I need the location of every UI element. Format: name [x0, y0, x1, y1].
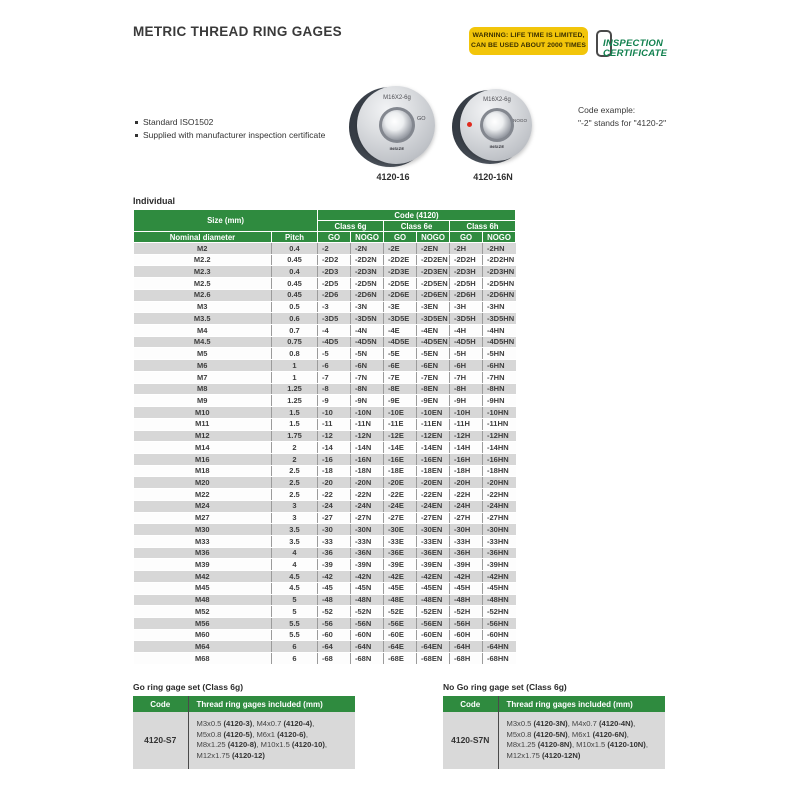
- pitch-header: Pitch: [272, 232, 318, 243]
- inspection-certificate-badge: [596, 30, 691, 64]
- nogo-set-block: [443, 682, 665, 769]
- certificate-text: INSPECTION CERTIFICATE: [603, 38, 668, 59]
- table-row: M68 6 -68 -68N -68E -68EN -68H -68HN: [134, 653, 516, 665]
- table-row: M52 5 -52 -52N -52E -52EN -52H -52HN: [134, 606, 516, 618]
- insize-logo-mark: INSIZE: [489, 144, 505, 149]
- class-6g-header: Class 6g: [318, 221, 384, 232]
- go-column-header: GO: [384, 232, 417, 243]
- table-row: M45 4.5 -45 -45N -45E -45EN -45H -45HN: [134, 582, 516, 594]
- table-row: M18 2.5 -18 -18N -18E -18EN -18H -18HN: [134, 465, 516, 477]
- table-row: M36 4 -36 -36N -36E -36EN -36H -36HN: [134, 547, 516, 559]
- nogo-set-table: [443, 696, 665, 769]
- bullet-icon: [135, 134, 138, 137]
- table-row: M12 1.75 -12 -12N -12E -12EN -12H -12HN: [134, 430, 516, 442]
- table-row: M2.5 0.45 -2D5 -2D5N -2D5E -2D5EN -2D5H -2D5HN: [134, 278, 516, 290]
- warning-text-line1: WARNING: LIFE TIME IS LIMITED,: [472, 32, 585, 40]
- table-row: M56 5.5 -56 -56N -56E -56EN -56H -56HN: [134, 618, 516, 630]
- set-code: 4120-S7N: [443, 712, 498, 769]
- table-row: M14 2 -14 -14N -14E -14EN -14H -14HN: [134, 442, 516, 454]
- size-header: Size (mm): [134, 210, 318, 232]
- set-code: 4120-S7: [133, 712, 188, 769]
- individual-table-body: [134, 243, 516, 665]
- class-6e-header: Class 6e: [384, 221, 450, 232]
- table-row: M16 2 -16 -16N -16E -16EN -16H -16HN: [134, 453, 516, 465]
- page-title: METRIC THREAD RING GAGES: [133, 24, 342, 39]
- individual-label: Individual: [133, 196, 176, 206]
- code-header: Code (4120): [318, 210, 516, 221]
- code-example-label: Code example:: [578, 105, 636, 115]
- table-row: M4.5 0.75 -4D5 -4D5N -4D5E -4D5EN -4D5H -4D5HN: [134, 336, 516, 348]
- feature-list: [135, 117, 325, 143]
- table-row: M10 1.5 -10 -10N -10E -10EN -10H -10HN: [134, 407, 516, 419]
- nogo-ring-gage-image: [452, 87, 534, 167]
- table-row: M11 1.5 -11 -11N -11E -11EN -11H -11HN: [134, 418, 516, 430]
- ring-caption: 4120-16: [376, 172, 410, 182]
- set-description: M3x0.5 (4120-3N), M4x0.7 (4120-4N), M5x0.8 (4120-5N), M6x1 (4120-6N), M8x1.25 (4120-8N), M10x1.5 (4120-10N), M12x1.75 (4120-12N): [506, 719, 648, 760]
- table-row: M3 0.5 -3 -3N -3E -3EN -3H -3HN: [134, 301, 516, 313]
- class-6h-header: Class 6h: [450, 221, 516, 232]
- nogo-column-header: NOGO: [417, 232, 450, 243]
- set-description: M3x0.5 (4120-3), M4x0.7 (4120-4), M5x0.8 (4120-5), M6x1 (4120-6), M8x1.25 (4120-8), M10x1.5 (4120-10), M12x1.75 (4120-12): [196, 719, 327, 760]
- ring-hole: [483, 111, 511, 139]
- table-row: M8 1.25 -8 -8N -8E -8EN -8H -8HN: [134, 383, 516, 395]
- table-row: M60 5.5 -60 -60N -60E -60EN -60H -60HN: [134, 629, 516, 641]
- nogo-label: NOGO: [513, 118, 528, 123]
- go-column-header: GO: [450, 232, 483, 243]
- go-column-header: GO: [318, 232, 351, 243]
- table-row: M27 3 -27 -27N -27E -27EN -27H -27HN: [134, 512, 516, 524]
- table-row: M4 0.7 -4 -4N -4E -4EN -4H -4HN: [134, 325, 516, 337]
- table-row: M48 5 -48 -48N -48E -48EN -48H -48HN: [134, 594, 516, 606]
- table-row: M2.3 0.4 -2D3 -2D3N -2D3E -2D3EN -2D3H -2D3HN: [134, 266, 516, 278]
- table-row: M2 0.4 -2 -2N -2E -2EN -2H -2HN: [134, 243, 516, 255]
- feature-item: Standard ISO1502: [135, 117, 325, 127]
- nogo-column-header: NOGO: [351, 232, 384, 243]
- bullet-icon: [135, 121, 138, 124]
- table-row: M33 3.5 -33 -33N -33E -33EN -33H -33HN: [134, 535, 516, 547]
- table-row: M5 0.8 -5 -5N -5E -5EN -5H -5HN: [134, 348, 516, 360]
- set-description-header: Thread ring gages included (mm): [188, 696, 355, 712]
- nogo-set-title: No Go ring gage set (Class 6g): [443, 682, 567, 692]
- table-row: M7 1 -7 -7N -7E -7EN -7H -7HN: [134, 371, 516, 383]
- ring-marking: M16X2-6g: [383, 95, 411, 101]
- insize-logo-mark: INSIZE: [389, 146, 405, 151]
- individual-table: [133, 209, 516, 665]
- table-row: M20 2.5 -20 -20N -20E -20EN -20H -20HN: [134, 477, 516, 489]
- go-ring-gage-image: [349, 84, 437, 170]
- red-dot-icon: [467, 122, 472, 127]
- ring-caption: 4120-16N: [473, 172, 513, 182]
- table-row: M64 6 -64 -64N -64E -64EN -64H -64HN: [134, 641, 516, 653]
- table-row: M9 1.25 -9 -9N -9E -9EN -9H -9HN: [134, 395, 516, 407]
- table-row: M2.2 0.45 -2D2 -2D2N -2D2E -2D2EN -2D2H -2D2HN: [134, 254, 516, 266]
- table-row: M30 3.5 -30 -30N -30E -30EN -30H -30HN: [134, 524, 516, 536]
- go-label: GO: [417, 116, 426, 122]
- table-row: M6 1 -6 -6N -6E -6EN -6H -6HN: [134, 360, 516, 372]
- go-set-table: [133, 696, 355, 769]
- warning-text-line2: CAN BE USED ABOUT 2000 TIMES: [470, 42, 587, 49]
- table-row: M22 2.5 -22 -22N -22E -22EN -22H -22HN: [134, 489, 516, 501]
- set-code-header: Code: [133, 696, 188, 712]
- set-description-header: Thread ring gages included (mm): [498, 696, 665, 712]
- ring-hole: [382, 110, 412, 140]
- warning-badge: [469, 27, 588, 55]
- code-example-text: "-2" stands for "4120-2": [578, 117, 667, 128]
- set-code-header: Code: [443, 696, 498, 712]
- table-row: M3.5 0.6 -3D5 -3D5N -3D5E -3D5EN -3D5H -3D5HN: [134, 313, 516, 325]
- nogo-column-header: NOGO: [483, 232, 516, 243]
- ring-marking: M16X2-6g: [483, 97, 511, 103]
- table-row: M24 3 -24 -24N -24E -24EN -24H -24HN: [134, 500, 516, 512]
- feature-item: Supplied with manufacturer inspection certificate: [135, 130, 325, 140]
- table-row: M2.6 0.45 -2D6 -2D6N -2D6E -2D6EN -2D6H -2D6HN: [134, 289, 516, 301]
- table-row: M39 4 -39 -39N -39E -39EN -39H -39HN: [134, 559, 516, 571]
- go-set-block: [133, 682, 355, 769]
- code-example: [578, 104, 666, 130]
- table-row: M42 4.5 -42 -42N -42E -42EN -42H -42HN: [134, 571, 516, 583]
- nominal-diameter-header: Nominal diameter: [134, 232, 272, 243]
- go-set-title: Go ring gage set (Class 6g): [133, 682, 244, 692]
